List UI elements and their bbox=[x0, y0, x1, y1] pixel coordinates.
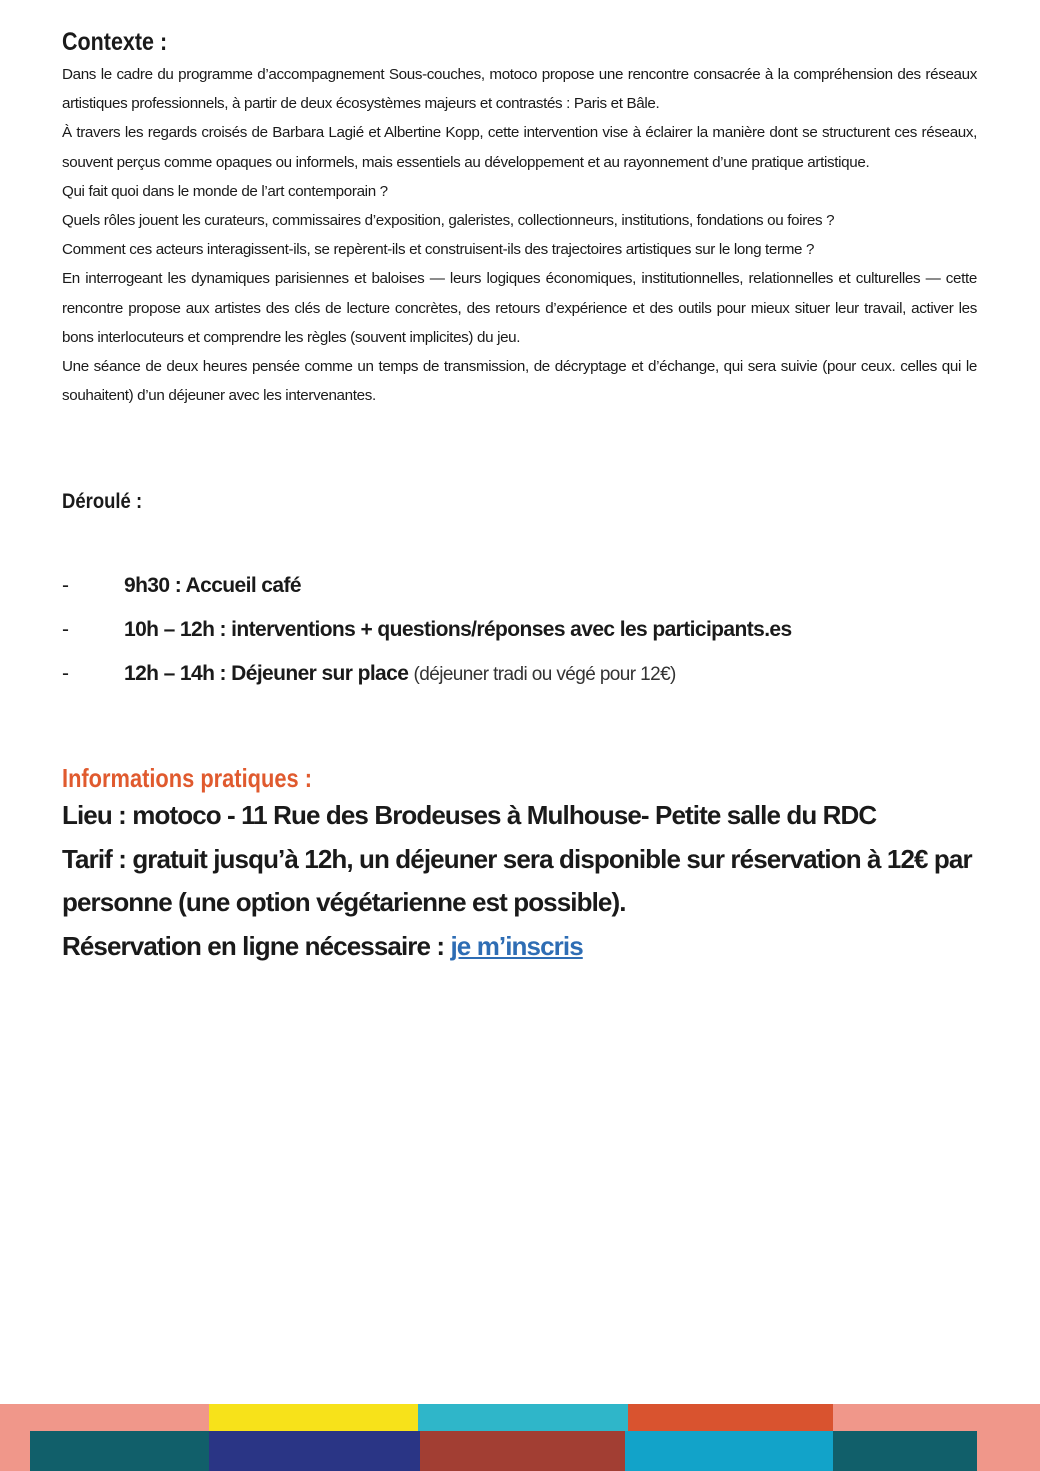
footer-block bbox=[625, 1431, 833, 1471]
lieu-line: Lieu : motoco - 11 Rue des Brodeuses à Mulhouse- Petite salle du RDC bbox=[62, 800, 877, 831]
footer-block bbox=[628, 1404, 833, 1431]
contexte-heading: Contexte : bbox=[62, 28, 168, 56]
contexte-paragraph: Une séance de deux heures pensée comme un temps de transmission, de décryptage et d’échange, qui sera suivie (pour ceux. celles qui le souhaitent) d’un déjeuner avec les intervenantes. bbox=[62, 358, 977, 405]
informations-block bbox=[62, 794, 977, 968]
bullet-dash: - bbox=[62, 618, 69, 642]
footer-block bbox=[418, 1404, 628, 1431]
informations-heading: Informations pratiques : bbox=[62, 763, 312, 794]
bullet-dash: - bbox=[62, 574, 69, 598]
footer-block bbox=[209, 1404, 418, 1431]
program-item-label: 9h30 : Accueil café bbox=[124, 574, 301, 598]
contexte-text bbox=[62, 60, 977, 410]
deroule-heading: Déroulé : bbox=[62, 490, 143, 514]
tarif-line: Tarif : gratuit jusqu’à 12h, un déjeuner sera disponible sur réservation à 12€ par personne (une option végétarienne est possible). bbox=[62, 843, 972, 918]
footer-block bbox=[420, 1431, 625, 1471]
program-item bbox=[62, 608, 977, 652]
footer-block bbox=[833, 1431, 977, 1471]
color-band-footer bbox=[0, 1404, 1040, 1471]
bullet-dash: - bbox=[62, 662, 69, 686]
program-item-note: (déjeuner tradi ou végé pour 12€) bbox=[413, 664, 676, 686]
program-item bbox=[62, 564, 977, 608]
contexte-paragraph: Dans le cadre du programme d’accompagnement Sous-couches, motoco propose une rencontre consacrée à la compréhension des réseaux artistiques professionnels, à partir de deux écosystèmes majeurs et contrastés : Paris et Bâle. bbox=[62, 66, 977, 113]
program-list bbox=[62, 564, 977, 697]
reservation-label: Réservation en ligne nécessaire : bbox=[62, 930, 451, 961]
program-item-label: 12h – 14h : Déjeuner sur place bbox=[124, 662, 409, 686]
footer-block bbox=[30, 1431, 209, 1471]
contexte-paragraph: Qui fait quoi dans le monde de l’art contemporain ? bbox=[62, 182, 388, 200]
document-body bbox=[62, 28, 977, 968]
register-link[interactable]: je m’inscris bbox=[450, 930, 583, 961]
contexte-paragraph: À travers les regards croisés de Barbara Lagié et Albertine Kopp, cette intervention vise à éclairer la manière dont se structurent ces réseaux, souvent perçus comme opaques ou informels, mais essentiels au développement et au rayonnement d’une pratique artistique. bbox=[62, 124, 977, 171]
program-item-label: 10h – 12h : interventions + questions/réponses avec les participants.es bbox=[124, 618, 792, 642]
contexte-paragraph: En interrogeant les dynamiques parisiennes et baloises — leurs logiques économiques, institutionnelles, relationnelles et culturelles — cette rencontre propose aux artistes des clés de lecture concrètes, des retours d’expérience et des outils pour mieux situer leur travail, activer les bons interlocuteurs et comprendre les règles (souvent implicites) du jeu. bbox=[62, 270, 977, 346]
contexte-paragraph: Quels rôles jouent les curateurs, commissaires d’exposition, galeristes, collectionneurs, institutions, fondations ou foires ? bbox=[62, 212, 835, 230]
program-item bbox=[62, 652, 977, 697]
footer-block bbox=[209, 1431, 420, 1471]
contexte-paragraph: Comment ces acteurs interagissent-ils, se repèrent-ils et construisent-ils des trajectoires artistiques sur le long terme ? bbox=[62, 241, 815, 259]
reservation-line bbox=[62, 925, 977, 969]
